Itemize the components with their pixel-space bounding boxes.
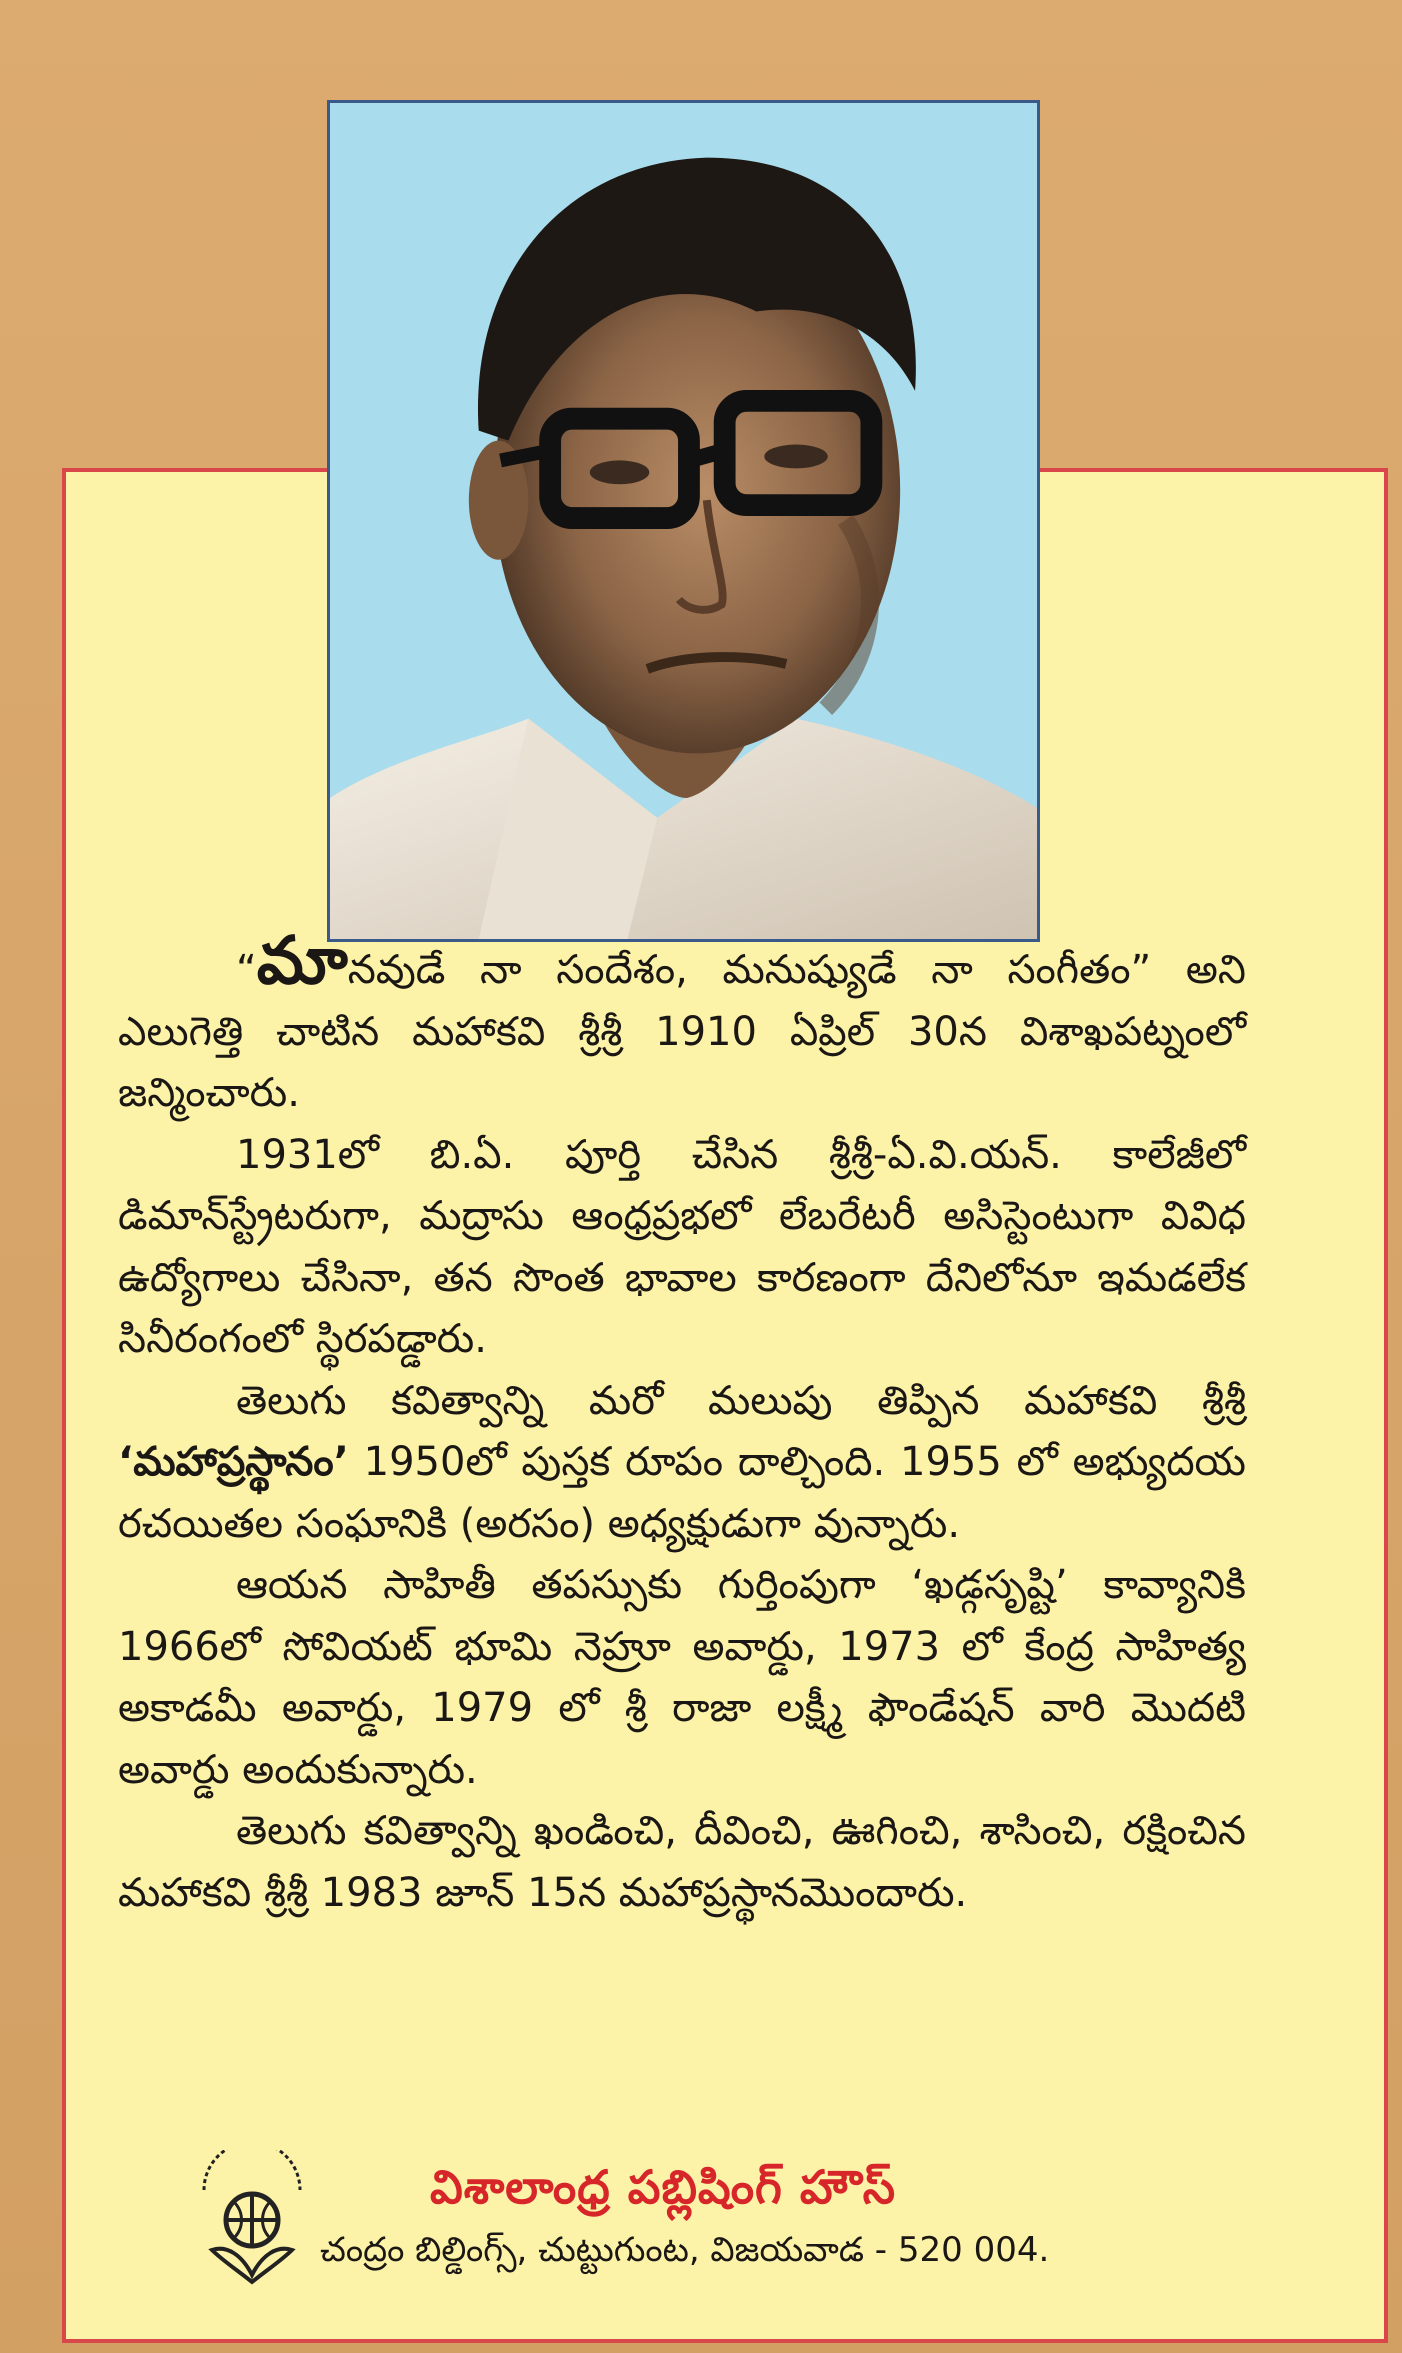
publisher-imprint bbox=[192, 2150, 1322, 2290]
drop-cap: మా bbox=[256, 922, 348, 999]
biography-paragraph-3 bbox=[118, 1371, 1246, 1556]
publisher-logo-icon bbox=[192, 2150, 312, 2290]
opening-quote-mark: “ bbox=[236, 947, 257, 993]
book-title: ‘మహాప్రస్థానం’ bbox=[118, 1439, 349, 1485]
biography-paragraph-5: తెలుగు కవిత్వాన్ని ఖండించి, దీవించి, ఊగించి, శాసించి, రక్షించిన మహాకవి శ్రీశ్రీ 1983 జూన్ 15న మహాప్రస్థానమొందారు. bbox=[118, 1808, 1246, 1916]
portrait-image bbox=[330, 103, 1037, 939]
publisher-address: చంద్రం బిల్డింగ్స్, చుట్టుగుంట, విజయవాడ - 520 004. bbox=[320, 2230, 1050, 2270]
paragraph-3-text-a: తెలుగు కవిత్వాన్ని మరో మలుపు తిప్పిన మహాకవి శ్రీశ్రీ bbox=[236, 1377, 1246, 1424]
paragraph-3-text-b: 1950లో పుస్తక రూపం దాల్చింది. 1955 లో అభ్యుదయ రచయితల సంఘానికి (అరసం) అధ్యక్షుడుగా వున్నారు. bbox=[118, 1439, 1246, 1547]
biography-text bbox=[118, 922, 1246, 1924]
biography-paragraph-4: ఆయన సాహితీ తపస్సుకు గుర్తింపుగా ‘ఖడ్గసృష్టి’ కావ్యానికి 1966లో సోవియట్ భూమి నెహ్రూ అవార్డు, 1973 లో కేంద్ర సాహిత్య అకాడమీ అవార్డు, 1979 లో శ్రీ రాజా లక్ష్మీ ఫౌండేషన్ వారి మొదటి అవార్డు అందుకున్నారు. bbox=[118, 1562, 1246, 1793]
publisher-name: విశాలాంధ్ర పబ్లిషింగ్ హౌస్ bbox=[430, 2160, 897, 2214]
author-portrait bbox=[327, 100, 1040, 942]
paragraph-1-text: నవుడే నా సందేశం, మనుష్యుడే నా సంగీతం” అని ఎలుగెత్తి చాటిన మహాకవి శ్రీశ్రీ 1910 ఏప్రిల్ 30న విశాఖపట్నంలో జన్మించారు. bbox=[118, 947, 1246, 1116]
biography-paragraph-1 bbox=[118, 922, 1246, 1125]
biography-paragraph-2: 1931లో బి.ఏ. పూర్తి చేసిన శ్రీశ్రీ-ఏ.వి.యన్. కాలేజీలో డిమాన్‌స్ట్రేటరుగా, మద్రాసు ఆంధ్రప్రభలో లేబరేటరీ అసిస్టెంటుగా వివిధ ఉద్యోగాలు చేసినా, తన సొంత భావాల కారణంగా దేనిలోనూ ఇమడలేక సినీరంగంలో స్థిరపడ్డారు. bbox=[118, 1131, 1246, 1362]
